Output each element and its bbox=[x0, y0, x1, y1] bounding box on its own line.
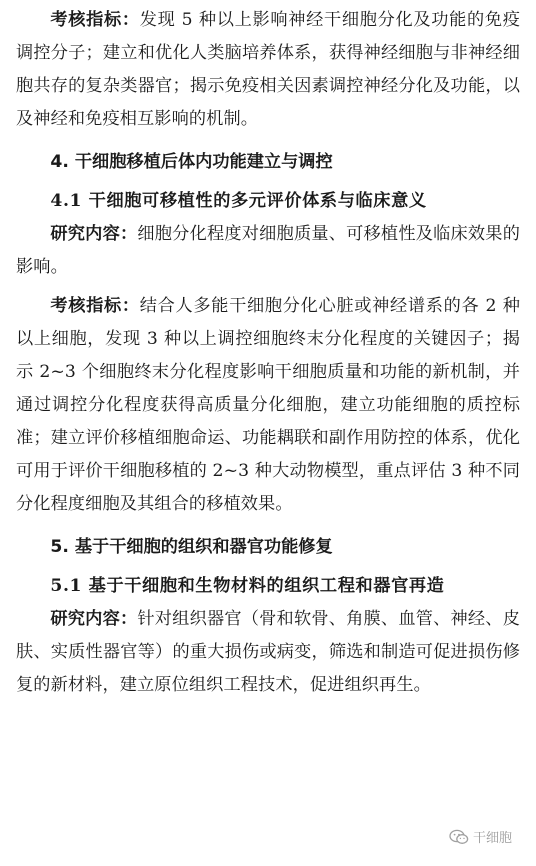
section-heading-5: 5. 基于干细胞的组织和器官功能修复 bbox=[50, 537, 333, 557]
paragraph-research-content-2 bbox=[16, 603, 520, 702]
paragraph-assessment-2 bbox=[16, 290, 520, 521]
paragraph-text: 发现 5 种以上影响神经干细胞分化及功能的免疫调控分子；建立和优化人类脑培养体系，获得神经细胞与非神经细胞共存的复杂类器官；揭示免疫相关因素调控神经分化及功能，以及神经和免疫相互影响的机制。 bbox=[16, 10, 520, 129]
paragraph-research-content-1 bbox=[16, 218, 520, 284]
paragraph-lead: 研究内容： bbox=[50, 609, 138, 629]
wechat-icon bbox=[449, 829, 469, 845]
paragraph-lead: 研究内容： bbox=[50, 224, 138, 244]
watermark bbox=[447, 827, 514, 846]
subsection-heading-5-1: 5.1 基于干细胞和生物材料的组织工程和器官再造 bbox=[50, 576, 445, 596]
paragraph-lead: 考核指标： bbox=[50, 296, 140, 316]
paragraph-assessment-1 bbox=[16, 4, 520, 136]
paragraph-text: 细胞分化程度对细胞质量、可移植性及临床效果的影响。 bbox=[16, 224, 520, 277]
paragraph-lead: 考核指标： bbox=[50, 10, 140, 30]
watermark-text: 干细胞 bbox=[472, 831, 512, 846]
paragraph-text: 结合人多能干细胞分化心脏或神经谱系的各 2 种以上细胞，发现 3 种以上调控细胞终末分化程度的关键因子；揭示 2~3 个细胞终末分化程度影响干细胞质量和功能的新机制，并通过调控分化程度获得高质量分化细胞，建立功能细胞的质控标准；建立评价移植细胞命运、功能耦联和副作用防控的体系，优化可用于评价干细胞移植的 2~3 种大动物模型，重点评估 3 种不同分化程度细胞及其组合的移植效果。 bbox=[16, 296, 520, 514]
paragraph-text: 针对组织器官（骨和软骨、角膜、血管、神经、皮肤、实质性器官等）的重大损伤或病变，筛选和制造可促进损伤修复的新材料，建立原位组织工程技术，促进组织再生。 bbox=[16, 609, 520, 695]
section-heading-4: 4. 干细胞移植后体内功能建立与调控 bbox=[50, 152, 333, 172]
subsection-heading-4-1: 4.1 干细胞可移植性的多元评价体系与临床意义 bbox=[50, 191, 427, 211]
